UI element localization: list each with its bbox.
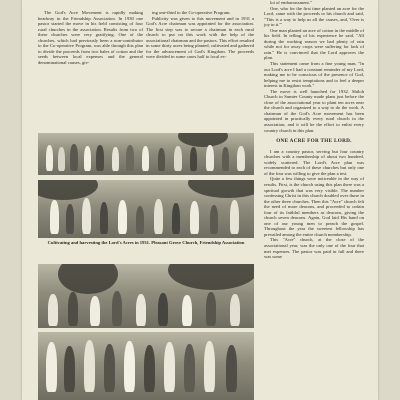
left-column xyxy=(38,10,143,65)
middle-column xyxy=(146,10,254,60)
photo-congregation xyxy=(38,332,254,400)
photo-caption: Cultivating and harvesting the Lord's Acres in 1931. Pleasant Grove Church, Friendship Association xyxy=(47,240,245,245)
paragraph: This statement came from a fine young man, "In our Lord's acre I had a constant reminder of my Lord, making me to be conscious of the presence of God, helping me to resist temptations and to feel a deeper interest in Kingdom work." xyxy=(264,61,364,89)
paragraph: I am a country pastor, serving but four country churches with a membership of about two hundred, widely scattered. The Lord's Acre plan was recommended to each of these churches but only one of the four was willing to give the plan a test. xyxy=(264,148,364,176)
paragraph: ing one-third to the Co-operative Program. xyxy=(152,10,231,15)
paragraph: This "Acre" church, at the close of the associational year, was the only one of the four that met expenses. The pastor was paid in full and there was some xyxy=(264,237,364,260)
paragraph: The move is well launched for 1932. Shiloh Church in Sumter County made plans just before the close of the associational year to plant ten acres near the church and organized to a way to do the work. A chairman of the God's Acre movement has been appointed in practically every rural church in the association, and it will be the effort to enlist every country church in this plan. xyxy=(264,88,364,133)
paragraph: Quite a few things were noticeable in the way of results. First, is the church using this plan there was a spiritual growth that was very visible. The number confessing Christ in this church doubled over those in the other three churches. Then this "Acre" church felt the need of more deacons, and proceeded to ordain four of its faithful members as deacons, giving the church seven deacons. Again, God laid His hand on one of our young men to preach the gospel. Throughout the year the sweetest fellowship has prevailed among the entire church membership. xyxy=(264,176,364,237)
paragraph: lot of embarrassment." xyxy=(270,0,312,5)
section-heading: ONE ACRE FOR THE LORD. xyxy=(276,138,352,145)
page xyxy=(22,0,378,400)
photo-harvest-group xyxy=(38,133,254,175)
photo-cotton-field xyxy=(38,180,254,238)
photo-group-portrait xyxy=(38,264,254,328)
paragraph: One man planted an acre of cotton in the middle of his field. In telling of his experience he said, "All during the working season we had plenty of rain while not for away crops were suffering for lack of rain." He is convinced that the Lord approves the plan. xyxy=(264,27,364,61)
paragraph: Publicity was given to this movement and in 1931 a God's Acre chairman was appointed for the association. The first step was to secure a chairman in each rural church to put on this work with the help of the associational chairman and the pastors. This effort resulted in some thirty acres being planted, cultivated and gathered for the advancement of God's Kingdom. The proceeds were divided in some cases half to local ex- xyxy=(146,15,255,60)
paragraph: The God's Acre Movement is rapidly making headway in the Friendship Association. In 1930 one pastor started the move in his field consisting of four rural churches in the association. Results from two of these churches were very gratifying. One of the churches, which had previously been a non-contributor to the Co-operative Program, was able through this plan to divide the proceeds from two bales of cotton and the seeds between local expenses and the general denominational causes, giv- xyxy=(38,10,143,65)
paragraph: One, who for the first time planted an acre for the Lord, came with the proceeds to his church and said, "This is a way to help us all the causes, and, 'Over is joy in it.'" xyxy=(264,5,364,28)
right-column xyxy=(264,0,364,260)
